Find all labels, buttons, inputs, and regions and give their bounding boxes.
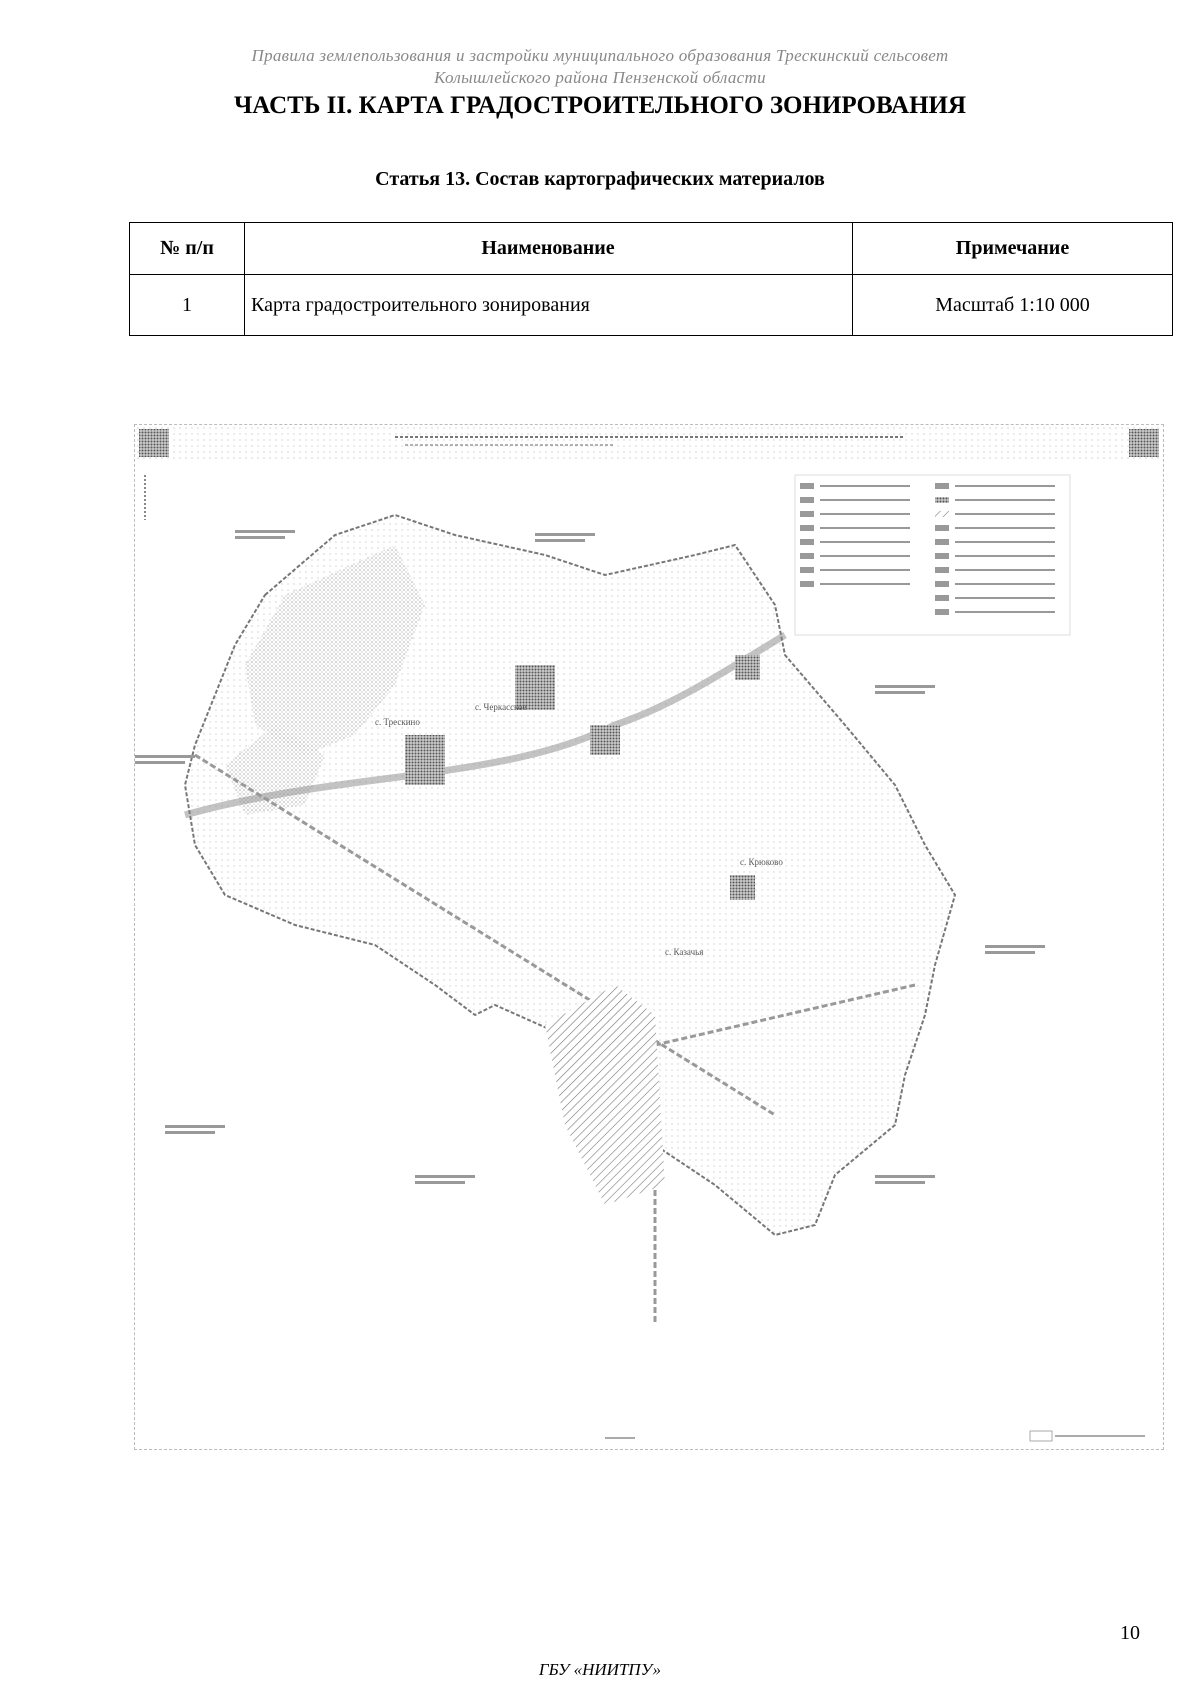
map-logo-left [139, 429, 169, 457]
row-name: Карта градостроительного зонирования [245, 275, 853, 336]
map-legend [795, 475, 1070, 635]
part-title: ЧАСТЬ II. КАРТА ГРАДОСТРОИТЕЛЬНОГО ЗОНИРОВАНИЯ [233, 92, 967, 119]
zoning-map-image [134, 424, 1164, 1450]
table-row [130, 275, 1173, 336]
row-number: 1 [130, 275, 245, 336]
map-stamp-box [1030, 1431, 1052, 1441]
article-title: Статья 13. Состав картографических материалов [375, 168, 825, 190]
map-stamp-text [1055, 1435, 1145, 1437]
running-header-line2: Колышлейского района Пензенской области [434, 68, 766, 87]
map-logo-right [1129, 429, 1159, 457]
settlement-kryukovo [730, 875, 755, 900]
materials-table [129, 222, 1173, 336]
column-header-number: № п/п [130, 223, 245, 275]
map-title-strip [135, 425, 1163, 463]
map-scale-bar [605, 1437, 635, 1439]
map-label-cherkasskoye: с. Черкасское [475, 702, 527, 712]
row-note: Масштаб 1:10 000 [853, 275, 1173, 336]
footer-organization: ГБУ «НИИТПУ» [538, 1660, 662, 1679]
column-header-note: Примечание [853, 223, 1173, 275]
settlement-trescino [405, 735, 445, 785]
settlement-ne [735, 655, 760, 680]
column-header-name: Наименование [245, 223, 853, 275]
industrial-zone [545, 985, 665, 1205]
table-header-row [130, 223, 1173, 275]
map-label-kryukovo: с. Крюково [740, 857, 783, 867]
settlement-east [590, 725, 620, 755]
page-number: 10 [1120, 1622, 1140, 1644]
map-label-trescino: с. Трескино [375, 717, 420, 727]
map-label-kazachya: с. Казачья [665, 947, 704, 957]
running-header-line1: Правила землепользования и застройки муниципального образования Трескинский сельсовет [251, 46, 949, 65]
